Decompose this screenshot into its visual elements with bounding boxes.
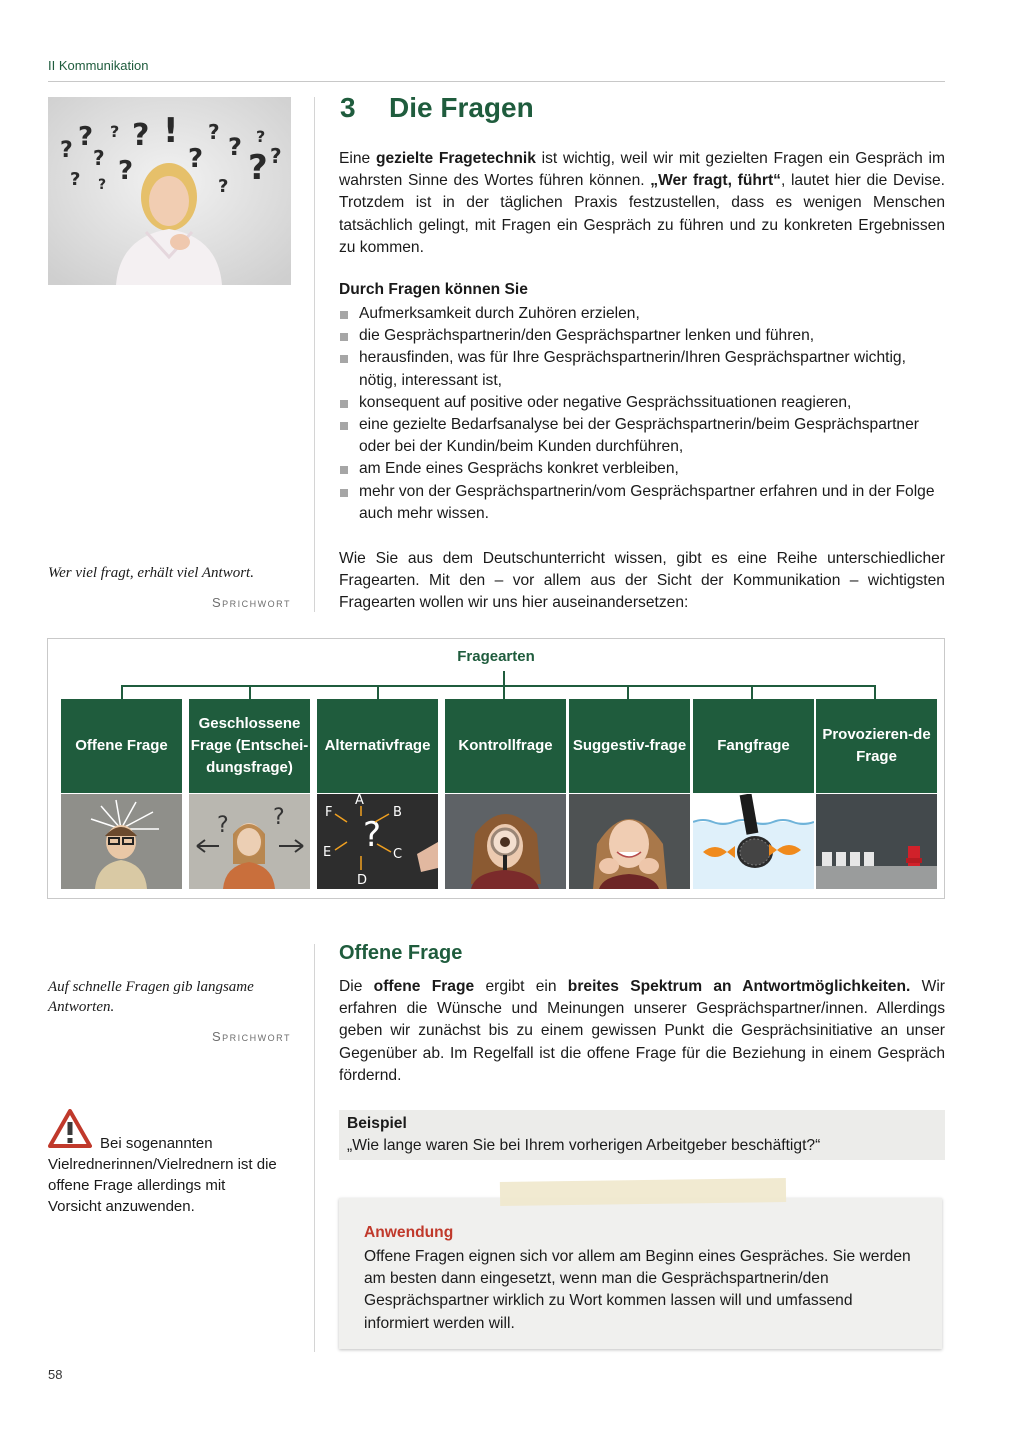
chapter-number: 3 [340, 92, 356, 123]
microphone-fish-image [693, 794, 814, 889]
quote-source: Sprichwort [211, 1029, 291, 1044]
red-chair-image [816, 794, 937, 889]
type-box-fangfrage: Fangfrage [693, 699, 814, 793]
smiling-girl-image [569, 794, 690, 889]
svg-text:?: ? [228, 133, 242, 161]
margin-quote: Auf schnelle Fragen gib langsame Antworten. [48, 979, 254, 1015]
column-divider [314, 97, 315, 612]
tree-connector [751, 685, 753, 699]
list-item: eine gezielte Bedarfsanalyse bei der Gesprächspartnerin/beim Gesprächspartner oder bei der Kundin/beim Kunden durchführen, [339, 414, 945, 458]
page-number: 58 [48, 1367, 63, 1382]
warning-text: Bei sogenannten Vielrednerinnen/Vielrednern ist die offene Frage allerdings mit Vorsicht anzuwenden. [48, 1135, 277, 1215]
tree-connector [874, 685, 876, 699]
bullet-square-icon [340, 333, 348, 341]
choice-letter-e: E [323, 845, 332, 860]
thinking-girl-image [61, 794, 182, 889]
choice-letter-d: D [357, 873, 368, 888]
column-divider [314, 944, 315, 1352]
tree-connector [249, 685, 251, 699]
types-intro-paragraph: Wie Sie aus dem Deutschunterricht wissen, gibt es eine Reihe unterschiedlicher Fragearten. Mit den – vor allem aus der Sicht der Kommunikation – wichtigsten Fragearten wollen wir uns hier auseinandersetzen: [339, 550, 945, 612]
list-item: am Ende eines Gesprächs konkret verbleiben, [339, 458, 945, 480]
bullet-square-icon [340, 400, 348, 408]
portrait-photo [48, 97, 291, 285]
question-types-diagram [47, 638, 945, 899]
type-box-alternativfrage: Alternativfrage [317, 699, 438, 793]
undecided-girl-image [189, 794, 310, 889]
application-card [339, 1198, 942, 1349]
svg-text:?: ? [78, 122, 94, 152]
magnifier-girl-image [445, 794, 566, 889]
tree-connector [627, 685, 629, 699]
bullet-square-icon [340, 466, 348, 474]
svg-text:?: ? [60, 138, 73, 163]
bullet-square-icon [340, 489, 348, 497]
svg-text:?: ? [208, 120, 220, 144]
chalkboard-choice-image [317, 794, 438, 889]
tree-connector [377, 685, 379, 699]
tape-strip [500, 1178, 786, 1206]
choice-letter-f: F [325, 805, 333, 820]
svg-text:?: ? [270, 144, 282, 168]
benefit-list [339, 303, 945, 525]
list-item: Aufmerksamkeit durch Zuhören erzielen, [339, 303, 945, 325]
list-item: mehr von der Gesprächspartnerin/vom Gesprächspartner erfahren und in der Folge auch mehr wissen. [339, 481, 945, 525]
tree-connector [121, 685, 123, 699]
choice-letter-b: B [393, 805, 402, 820]
svg-text:?: ? [256, 127, 266, 146]
svg-text:?: ? [70, 169, 81, 190]
quote-source: Sprichwort [211, 595, 291, 610]
intro-paragraph: Eine gezielte Fragetechnik ist wichtig, weil wir mit gezielten Fragen ein Gespräch im wahrsten Sinne des Wortes führen können. „Wer fragt, führt“, lautet hier die Devise. Trotzdem ist in der täglichen Praxis festzustellen, dass es wenigen Menschen tatsächlich gelingt, mit Fragen ein Gespräch zu führen und zu konkreten Ergebnissen zu kommen. [339, 150, 945, 256]
margin-quote: Wer viel fragt, erhält viel Antwort. [48, 565, 254, 581]
tree-connector [503, 685, 505, 699]
bullet-square-icon [340, 422, 348, 430]
tree-connector [121, 685, 875, 687]
type-box-offene-frage: Offene Frage [61, 699, 182, 793]
svg-text:?: ? [93, 146, 105, 170]
svg-text:?: ? [217, 813, 229, 838]
chapter-title: Die Fragen [389, 92, 534, 123]
svg-text:?: ? [132, 118, 150, 153]
type-box-kontrollfrage: Kontrollfrage [445, 699, 566, 793]
svg-text:?: ? [98, 177, 107, 193]
example-box [339, 1110, 945, 1160]
list-item: die Gesprächspartnerin/den Gesprächspartner lenken und führen, [339, 325, 945, 347]
running-head: II Kommunikation [48, 58, 149, 73]
list-heading: Durch Fragen können Sie [339, 281, 528, 298]
type-box-geschlossene-frage: Geschlossene Frage (Entschei-dungsfrage) [189, 699, 310, 793]
svg-text:?: ? [248, 148, 268, 188]
header-rule [48, 81, 945, 82]
choice-letter-a: A [355, 794, 364, 808]
application-label: Anwendung [364, 1224, 454, 1241]
choice-letter-c: C [393, 847, 403, 862]
tree-connector [503, 671, 505, 685]
example-label: Beispiel [347, 1115, 407, 1132]
svg-text:?: ? [118, 156, 134, 186]
svg-text:?: ? [363, 815, 382, 855]
diagram-title: Fragearten [457, 648, 535, 665]
type-box-suggestivfrage: Suggestiv-frage [569, 699, 690, 793]
application-text: Offene Fragen eignen sich vor allem am Beginn eines Gespräches. Sie werden am besten dann eingesetzt, wenn man die Gesprächspartnerin/den Gesprächspartner wirklich zu Wort kommen lassen will und umfassend informiert werden will. [364, 1248, 911, 1332]
svg-text:?: ? [188, 144, 204, 174]
svg-text:?: ? [218, 176, 229, 197]
bullet-square-icon [340, 311, 348, 319]
type-box-provozierende-frage: Provozieren-de Frage [816, 699, 937, 793]
open-question-paragraph: Die offene Frage ergibt ein breites Spektrum an Antwortmöglichkeiten. Wir erfahren die Wünsche und Meinungen unserer Gesprächspartner/innen. Allerdings geben wir zunächst bis zu einem gewissen Punkt die Gesprächsinitiative an unser Gegenüber ab. Im Regelfall ist die offene Frage für die Beziehung in einem Gespräch fördernd. [339, 978, 945, 1084]
example-text: „Wie lange waren Sie bei Ihrem vorherigen Arbeitgeber beschäftigt?“ [347, 1137, 821, 1154]
list-item: konsequent auf positive oder negative Gesprächssituationen reagieren, [339, 392, 945, 414]
svg-text:?: ? [110, 122, 120, 141]
list-item: herausfinden, was für Ihre Gesprächspartnerin/Ihren Gesprächspartner wichtig, nötig, interessant ist, [339, 347, 945, 391]
svg-text:!: ! [163, 111, 179, 151]
svg-text:?: ? [273, 805, 285, 830]
section-heading: Offene Frage [339, 942, 463, 964]
bullet-square-icon [340, 355, 348, 363]
